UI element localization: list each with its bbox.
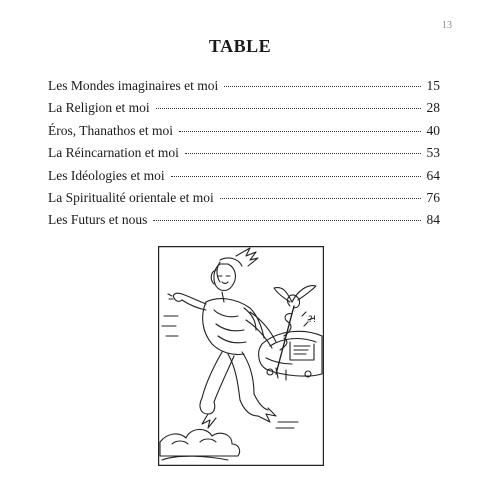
toc-entry-label: La Réincarnation et moi xyxy=(48,145,179,161)
table-of-contents xyxy=(48,78,440,235)
page-title: TABLE xyxy=(208,36,272,56)
toc-entry-page: 76 xyxy=(426,189,440,205)
toc-entry[interactable] xyxy=(48,190,440,212)
toc-entry-page: 40 xyxy=(426,122,440,138)
toc-entry[interactable] xyxy=(48,145,440,167)
toc-entry-label: La Spiritualité orientale et moi xyxy=(48,189,214,205)
toc-entry[interactable] xyxy=(48,100,440,122)
hermes-icon xyxy=(158,246,324,466)
dot-leader xyxy=(220,198,421,199)
toc-entry[interactable] xyxy=(48,168,440,190)
toc-entry[interactable] xyxy=(48,78,440,100)
page-number: 13 xyxy=(442,20,452,31)
toc-entry[interactable] xyxy=(48,123,440,145)
toc-entry-label: Les Idéologies et moi xyxy=(48,167,165,183)
dot-leader xyxy=(156,108,421,109)
dot-leader xyxy=(179,131,421,132)
toc-entry-page: 84 xyxy=(426,212,440,228)
svg-text:?!: ?! xyxy=(308,315,317,325)
toc-entry-page: 28 xyxy=(426,100,440,116)
toc-entry-label: Les Futurs et nous xyxy=(48,212,148,228)
dot-leader xyxy=(171,176,421,177)
hermes-illustration xyxy=(158,246,324,466)
dot-leader xyxy=(224,86,420,87)
toc-entry-label: Les Mondes imaginaires et moi xyxy=(48,78,219,93)
toc-entry-page: 64 xyxy=(426,167,440,183)
dot-leader xyxy=(153,220,420,221)
toc-entry[interactable] xyxy=(48,212,440,234)
toc-entry-label: Éros, Thanathos et moi xyxy=(48,122,173,138)
toc-entry-label: La Religion et moi xyxy=(48,100,150,116)
toc-entry-page: 15 xyxy=(426,78,440,93)
dot-leader xyxy=(185,153,421,154)
toc-entry-page: 53 xyxy=(426,145,440,161)
